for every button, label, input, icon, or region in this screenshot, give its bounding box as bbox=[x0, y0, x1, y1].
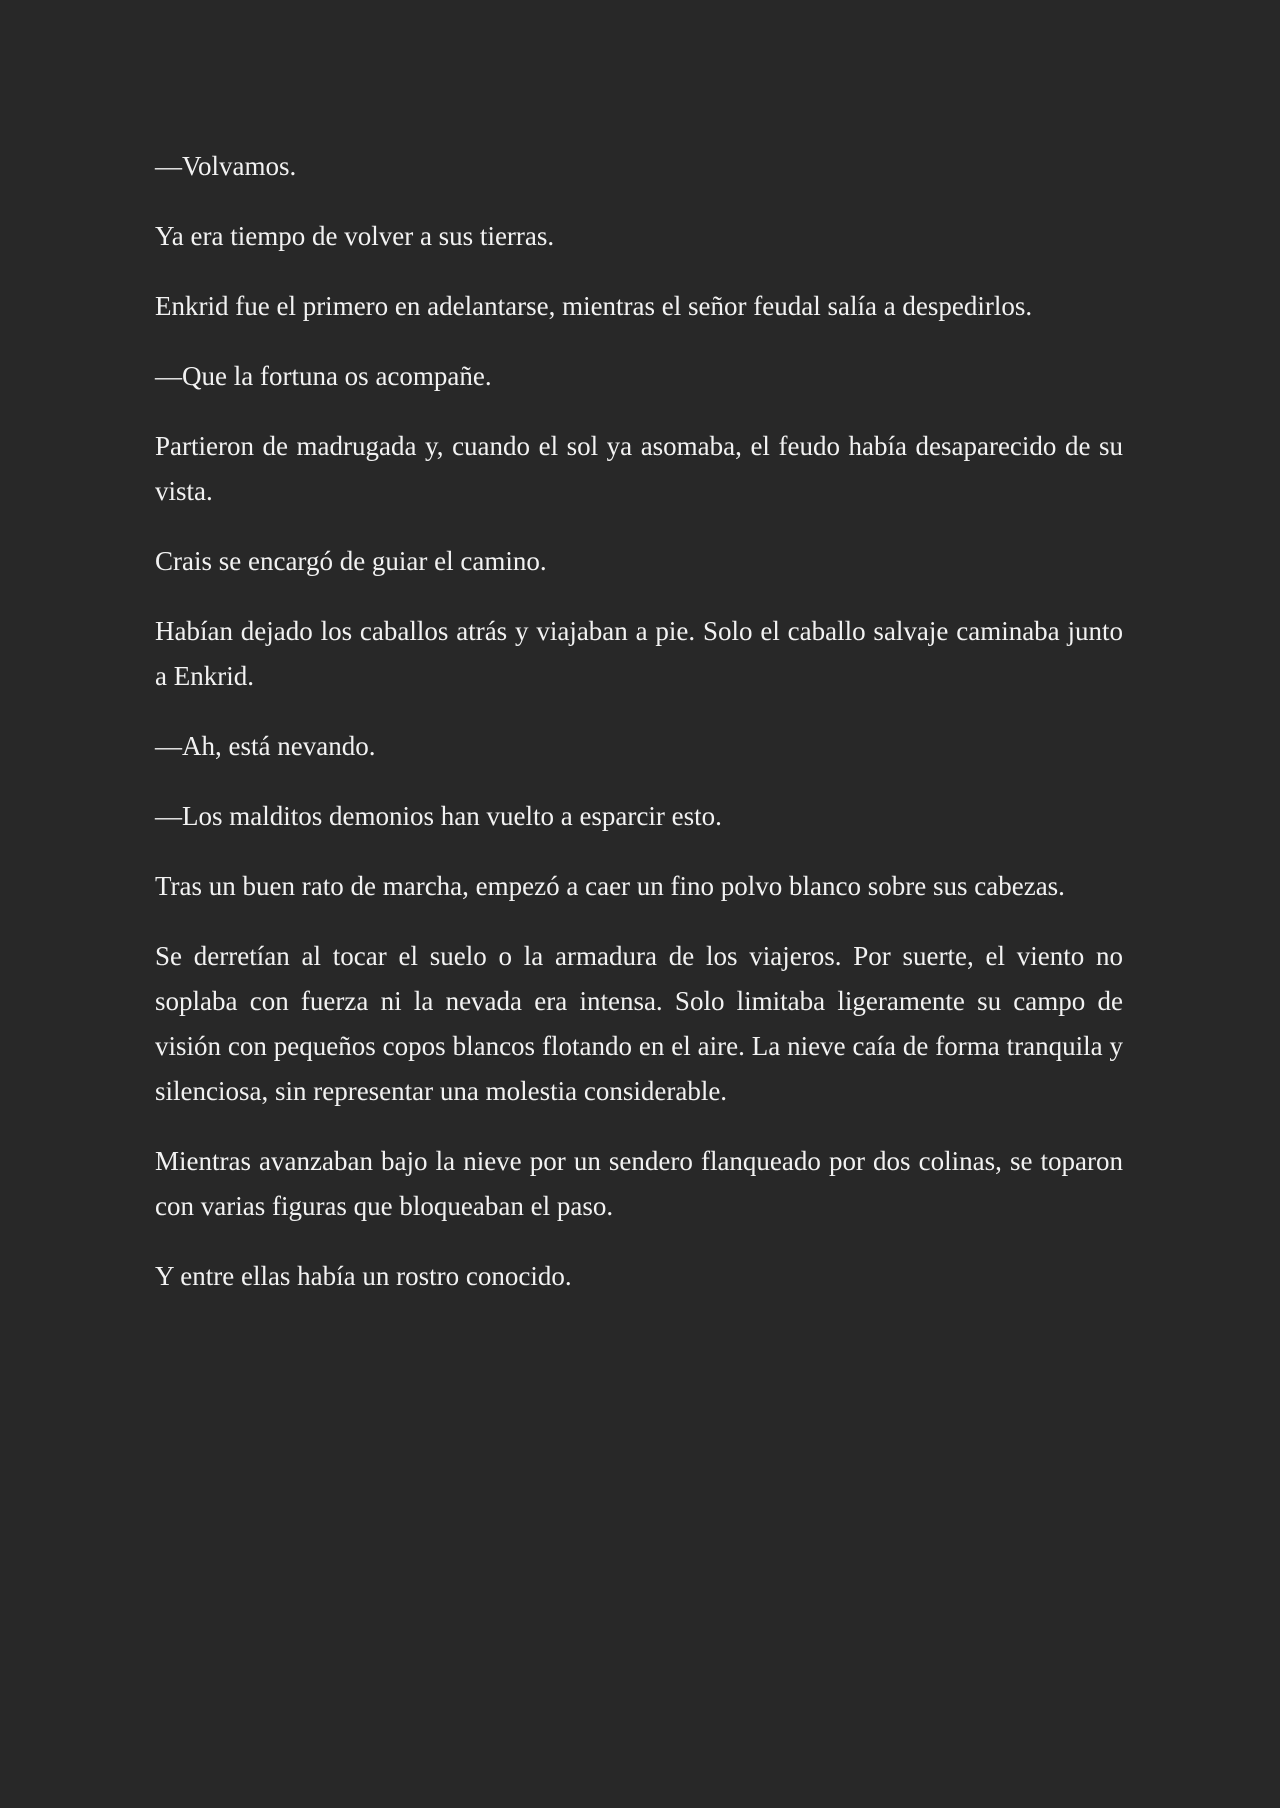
paragraph: Mientras avanzaban bajo la nieve por un sendero flanqueado por dos colinas, se toparon con varias figuras que bloqueaban el paso. bbox=[155, 1146, 1123, 1221]
paragraph: Tras un buen rato de marcha, empezó a caer un fino polvo blanco sobre sus cabezas. bbox=[155, 871, 1065, 901]
paragraph: —Que la fortuna os acompañe. bbox=[155, 361, 492, 391]
paragraph: Se derretían al tocar el suelo o la armadura de los viajeros. Por suerte, el viento no soplaba con fuerza ni la nevada era intensa. Solo limitaba ligeramente su campo de visión con pequeños copos blancos flotando en el aire. La nieve caía de forma tranquila y silenciosa, sin representar una molestia considerable. bbox=[155, 941, 1123, 1106]
paragraph: —Volvamos. bbox=[155, 151, 297, 181]
paragraph: —Los malditos demonios han vuelto a esparcir esto. bbox=[155, 801, 722, 831]
paragraph: Y entre ellas había un rostro conocido. bbox=[155, 1261, 572, 1291]
paragraph: Habían dejado los caballos atrás y viajaban a pie. Solo el caballo salvaje caminaba junto a Enkrid. bbox=[155, 616, 1123, 691]
paragraph: Enkrid fue el primero en adelantarse, mientras el señor feudal salía a despedirlos. bbox=[155, 291, 1033, 321]
paragraph: Crais se encargó de guiar el camino. bbox=[155, 546, 547, 576]
paragraph: Partieron de madrugada y, cuando el sol ya asomaba, el feudo había desaparecido de su vista. bbox=[155, 431, 1123, 506]
paragraph: Ya era tiempo de volver a sus tierras. bbox=[155, 221, 555, 251]
reader-page bbox=[155, 150, 1123, 1324]
paragraph: —Ah, está nevando. bbox=[155, 731, 376, 761]
